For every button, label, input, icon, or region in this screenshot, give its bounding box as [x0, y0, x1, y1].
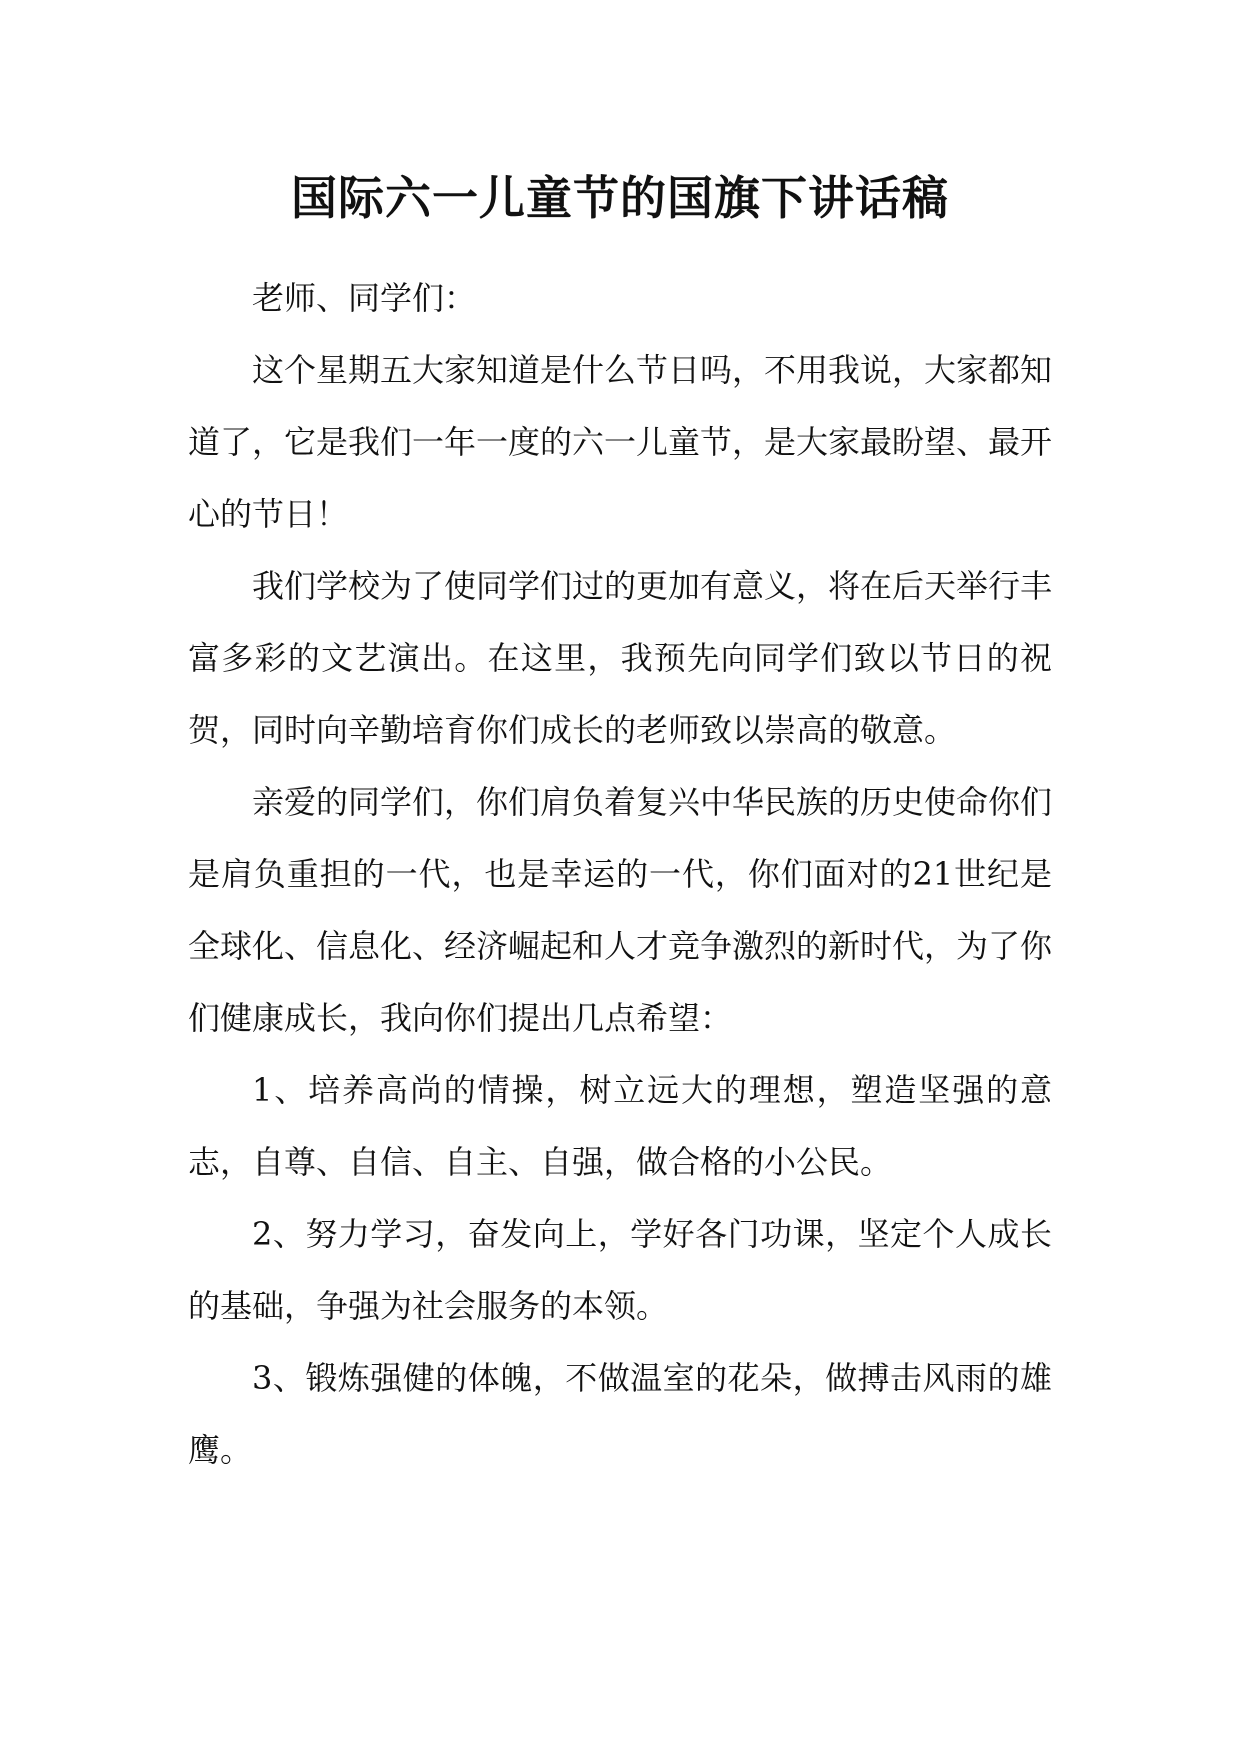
- paragraph-school-event: 我们学校为了使同学们过的更加有意义，将在后天举行丰富多彩的文艺演出。在这里，我预先向同学们致以节日的祝贺，同时向辛勤培育你们成长的老师致以崇高的敬意。: [188, 567, 1053, 749]
- paragraph-intro: 这个星期五大家知道是什么节日吗，不用我说，大家都知道了，它是我们一年一度的六一儿童节，是大家最盼望、最开心的节日！: [188, 351, 1053, 533]
- document-title: 国际六一儿童节的国旗下讲话稿: [291, 171, 949, 225]
- paragraph-hope-2: 2、努力学习，奋发向上，学好各门功课，坚定个人成长的基础，争强为社会服务的本领。: [188, 1215, 1052, 1325]
- paragraph-hope-1: 1、培养高尚的情操，树立远大的理想，塑造坚强的意志，自尊、自信、自主、自强，做合格的小公民。: [188, 1071, 1052, 1181]
- paragraph-hope-3: 3、锻炼强健的体魄，不做温室的花朵，做搏击风雨的雄鹰。: [188, 1359, 1052, 1469]
- paragraph-mission: 亲爱的同学们，你们肩负着复兴中华民族的历史使命你们是肩负重担的一代，也是幸运的一代，你们面对的21世纪是全球化、信息化、经济崛起和人才竞争激烈的新时代，为了你们健康成长，我向你们提出几点希望：: [188, 783, 1053, 1037]
- paragraph-greeting: 老师、同学们：: [252, 279, 477, 317]
- document-body: [188, 262, 1052, 1486]
